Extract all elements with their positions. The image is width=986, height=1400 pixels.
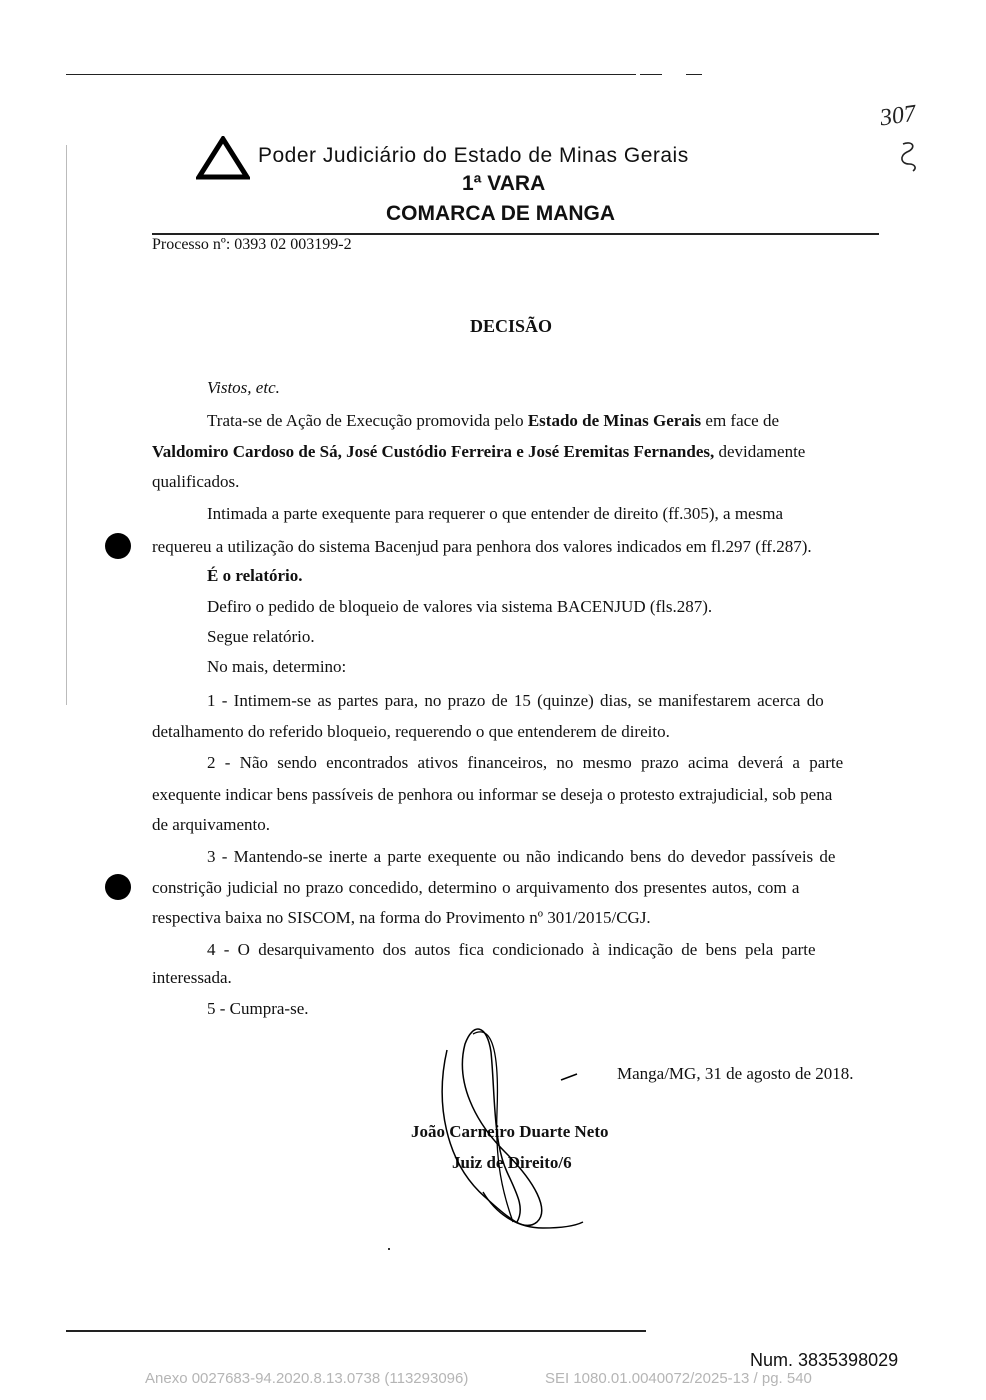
- comarca-label: COMARCA DE MANGA: [386, 202, 616, 225]
- item-3-line-2: constrição judicial no prazo concedido, determino o arquivamento dos presentes autos, com a: [152, 878, 800, 897]
- institution-name: Poder Judiciário do Estado de Minas Gerais: [258, 144, 689, 167]
- footer-num: Num. 3835398029: [750, 1350, 899, 1370]
- item-1-line-1: 1 - Intimem-se as partes para, no prazo de 15 (quinze) dias, se manifestarem acerca do: [207, 691, 824, 710]
- document-title: DECISÃO: [470, 316, 553, 336]
- p1-plaintiff: Estado de Minas Gerais: [527, 411, 702, 430]
- stray-dot: [388, 1248, 390, 1250]
- vistos-line: Vistos, etc.: [207, 378, 280, 397]
- paragraph-1-line-3: qualificados.: [152, 472, 240, 491]
- process-number: Processo nº: 0393 02 003199-2: [152, 236, 352, 253]
- top-rule: [66, 74, 636, 75]
- handwritten-signature-icon: [425, 1022, 595, 1237]
- item-1-line-2: detalhamento do referido bloqueio, requerendo o que entenderem de direito.: [152, 722, 670, 741]
- item-4-line-1: 4 - O desarquivamento dos autos fica condicionado à indicação de bens pela parte: [207, 940, 816, 959]
- punch-hole: [105, 533, 131, 559]
- left-margin-line: [66, 145, 67, 705]
- paragraph-1-line-2: [152, 442, 805, 462]
- relatorio-line: É o relatório.: [207, 566, 303, 585]
- item-5-line: 5 - Cumpra-se.: [207, 999, 309, 1018]
- top-rule-dash: [686, 74, 702, 75]
- p1-text-e: devidamente: [714, 442, 806, 461]
- bottom-rule: [66, 1330, 646, 1332]
- p1-text-c: em face de: [701, 411, 780, 430]
- item-2-line-1: 2 - Não sendo encontrados ativos financeiros, no mesmo prazo acima deverá a parte: [207, 753, 844, 772]
- place-date: Manga/MG, 31 de agosto de 2018.: [617, 1064, 854, 1083]
- p1-text-a: Trata-se de Ação de Execução promovida pelo: [207, 411, 528, 430]
- signer-name: João Carneiro Duarte Neto: [411, 1122, 609, 1141]
- footer-sei: SEI 1080.01.0040072/2025-13 / pg. 540: [545, 1370, 812, 1387]
- item-2-line-3: de arquivamento.: [152, 815, 271, 834]
- item-3-line-1: 3 - Mantendo-se inerte a parte exequente ou não indicando bens do devedor passíveis de: [207, 847, 836, 866]
- item-4-line-2: interessada.: [152, 968, 232, 987]
- handwritten-page-number: 307: [878, 100, 918, 132]
- handwritten-mark-icon: [895, 138, 925, 174]
- p1-defendants: Valdomiro Cardoso de Sá, José Custódio Ferreira e José Eremitas Fernandes,: [152, 442, 715, 461]
- item-3-line-3: respectiva baixa no SISCOM, na forma do Provimento nº 301/2015/CGJ.: [152, 908, 651, 927]
- header-rule: [152, 233, 879, 235]
- segue-line: Segue relatório.: [207, 627, 315, 646]
- signer-title: Juiz de Direito/6: [452, 1153, 572, 1172]
- judiciary-logo-icon: [196, 136, 250, 180]
- paragraph-2-line-1: Intimada a parte exequente para requerer o que entender de direito (ff.305), a mesma: [207, 504, 783, 523]
- punch-hole: [105, 874, 131, 900]
- no-mais-line: No mais, determino:: [207, 657, 347, 676]
- top-rule-dash: [640, 74, 662, 75]
- paragraph-2-line-2: requereu a utilização do sistema Bacenjud para penhora dos valores indicados em fl.297 (ff.287).: [152, 537, 812, 556]
- defiro-line: Defiro o pedido de bloqueio de valores via sistema BACENJUD (fls.287).: [207, 597, 713, 616]
- item-2-line-2: exequente indicar bens passíveis de penhora ou informar se deseja o protesto extrajudicial, sob pena: [152, 785, 833, 804]
- paragraph-1-line-1: [207, 411, 779, 431]
- footer-annex: Anexo 0027683-94.2020.8.13.0738 (113293096): [145, 1370, 469, 1387]
- vara-label: 1ª VARA: [462, 172, 546, 195]
